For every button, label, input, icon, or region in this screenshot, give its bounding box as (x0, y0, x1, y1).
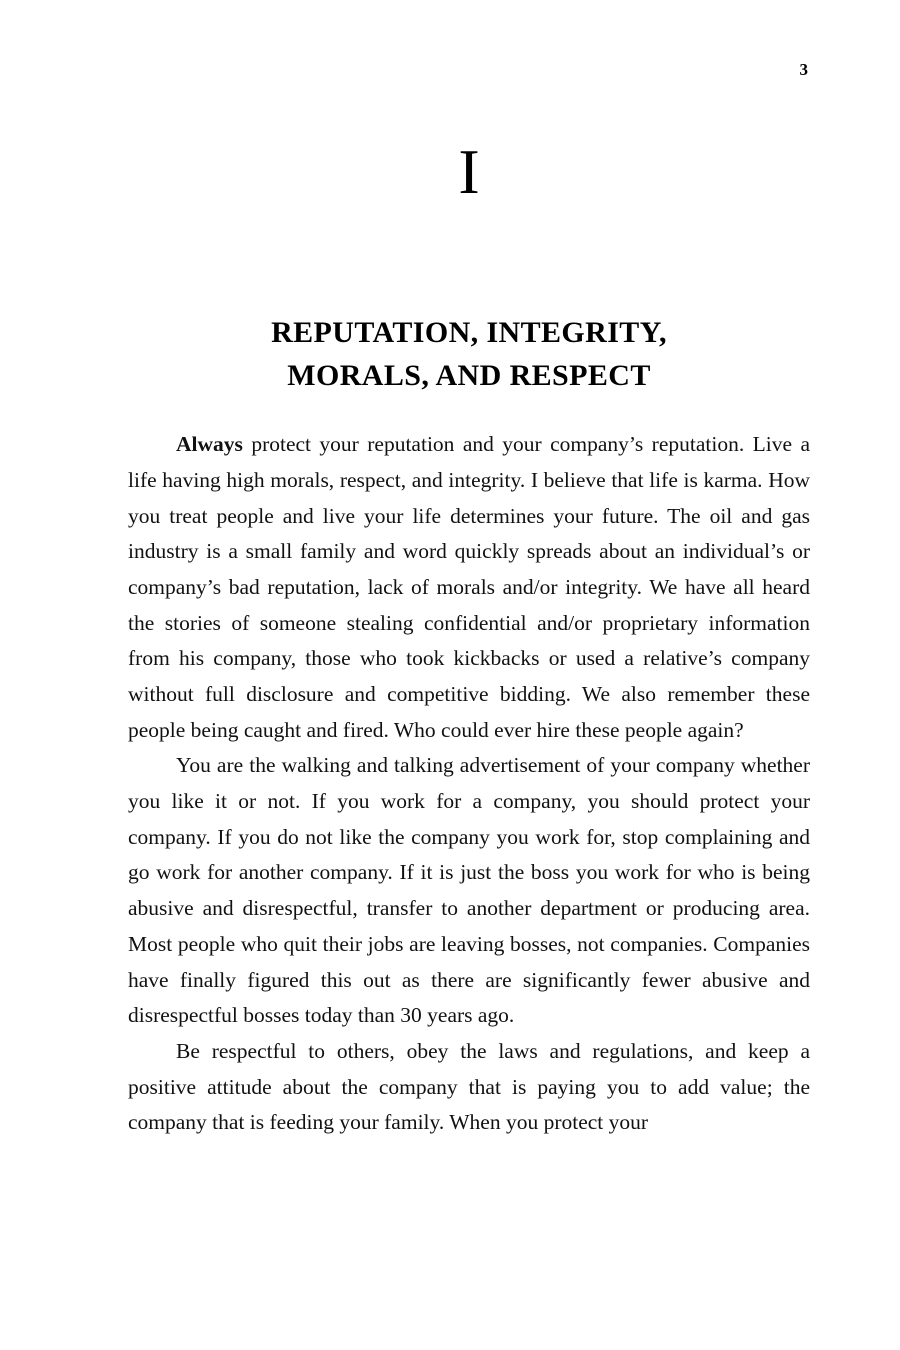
paragraph (128, 1034, 810, 1141)
paragraph-text: Be respectful to others, obey the laws and regulations, and keep a positive attitude about the company that is paying you to add value; the company that is feeding your family. When you protect your (128, 1038, 810, 1135)
page-content (128, 130, 810, 1141)
paragraph (128, 748, 810, 1034)
paragraph-text: protect your reputation and your company’s reputation. Live a life having high morals, respect, and integrity. I believe that life is karma. How you treat people and live your life determines your future. The oil and gas industry is a small family and word quickly spreads about an individual’s or company’s bad reputation, lack of morals and/or integrity. We have all heard the stories of someone stealing confidential and/or proprietary information from his company, those who took kickbacks or used a relative’s company without full disclosure and competitive bidding. We also remember these people being caught and fired. Who could ever hire these people again? (128, 432, 810, 742)
chapter-title-line-2: MORALS, AND RESPECT (287, 358, 651, 392)
paragraph-lead-word: Always (176, 432, 243, 457)
chapter-title (128, 204, 810, 397)
paragraph (128, 427, 810, 748)
chapter-title-line-1: REPUTATION, INTEGRITY, (271, 316, 667, 349)
chapter-numeral: I (458, 136, 480, 207)
page-number: 3 (799, 60, 808, 79)
body-text (128, 397, 810, 1141)
paragraph-text: You are the walking and talking advertisement of your company whether you like it or not. If you work for a company, you should protect your company. If you do not like the company you work for, stop complaining and go work for another company. If it is just the boss you work for who is being abusive and disrespectful, transfer to another department or producing area. Most people who quit their jobs are leaving bosses, not companies. Companies have finally figured this out as there are significantly fewer abusive and disrespectful bosses today than 30 years ago. (128, 753, 810, 1028)
